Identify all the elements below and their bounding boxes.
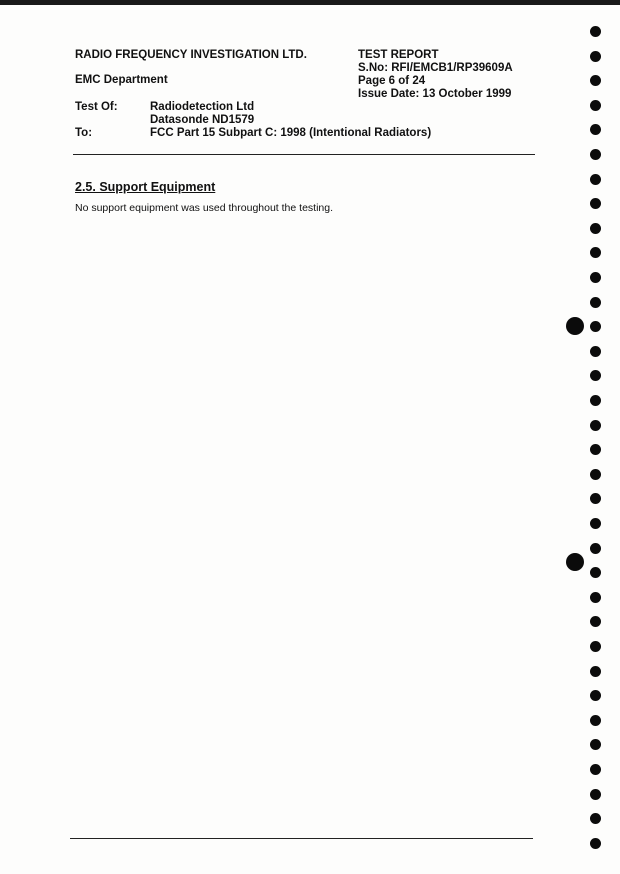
binding-hole bbox=[590, 493, 601, 504]
binding-hole bbox=[590, 616, 601, 627]
binding-hole bbox=[590, 174, 601, 185]
binding-hole bbox=[590, 444, 601, 455]
binding-hole-large bbox=[566, 553, 584, 571]
binding-hole bbox=[590, 149, 601, 160]
report-type: TEST REPORT bbox=[358, 49, 439, 61]
binding-hole bbox=[590, 469, 601, 480]
serial-number: S.No: RFI/EMCB1/RP39609A bbox=[358, 62, 513, 74]
binding-hole bbox=[590, 272, 601, 283]
binding-hole bbox=[590, 567, 601, 578]
binding-hole bbox=[590, 51, 601, 62]
binding-hole bbox=[590, 297, 601, 308]
scan-top-edge bbox=[0, 0, 620, 5]
binding-hole bbox=[590, 26, 601, 37]
binding-hole bbox=[590, 813, 601, 824]
header-divider bbox=[73, 154, 535, 155]
department: EMC Department bbox=[75, 74, 168, 86]
section-heading: 2.5. Support Equipment bbox=[75, 180, 216, 194]
binding-hole bbox=[590, 641, 601, 652]
binding-hole bbox=[590, 666, 601, 677]
page-number: Page 6 of 24 bbox=[358, 75, 426, 87]
binding-hole bbox=[590, 592, 601, 603]
binding-hole bbox=[590, 321, 601, 332]
binding-hole bbox=[590, 370, 601, 381]
binding-hole bbox=[590, 395, 601, 406]
binding-hole bbox=[590, 223, 601, 234]
test-of-label: Test Of: bbox=[75, 101, 118, 113]
binding-hole bbox=[590, 420, 601, 431]
test-of-product: Datasonde ND1579 bbox=[150, 114, 255, 126]
section-body: No support equipment was used throughout the testing. bbox=[75, 202, 333, 214]
binding-hole bbox=[590, 75, 601, 86]
binding-hole bbox=[590, 198, 601, 209]
binding-hole bbox=[590, 715, 601, 726]
binding-hole bbox=[590, 100, 601, 111]
binding-holes bbox=[587, 0, 607, 874]
binding-hole bbox=[590, 247, 601, 258]
binding-hole-large bbox=[566, 317, 584, 335]
company-name: RADIO FREQUENCY INVESTIGATION LTD. bbox=[75, 49, 307, 61]
binding-hole bbox=[590, 838, 601, 849]
binding-hole bbox=[590, 518, 601, 529]
issue-date: Issue Date: 13 October 1999 bbox=[358, 88, 512, 100]
test-of-company: Radiodetection Ltd bbox=[150, 101, 255, 113]
binding-hole bbox=[590, 346, 601, 357]
binding-hole bbox=[590, 543, 601, 554]
binding-hole bbox=[590, 124, 601, 135]
footer-divider bbox=[70, 838, 533, 839]
to-label: To: bbox=[75, 127, 93, 139]
binding-hole bbox=[590, 690, 601, 701]
binding-hole bbox=[590, 789, 601, 800]
binding-hole bbox=[590, 764, 601, 775]
to-standard: FCC Part 15 Subpart C: 1998 (Intentional Radiators) bbox=[150, 127, 432, 139]
binding-hole bbox=[590, 739, 601, 750]
